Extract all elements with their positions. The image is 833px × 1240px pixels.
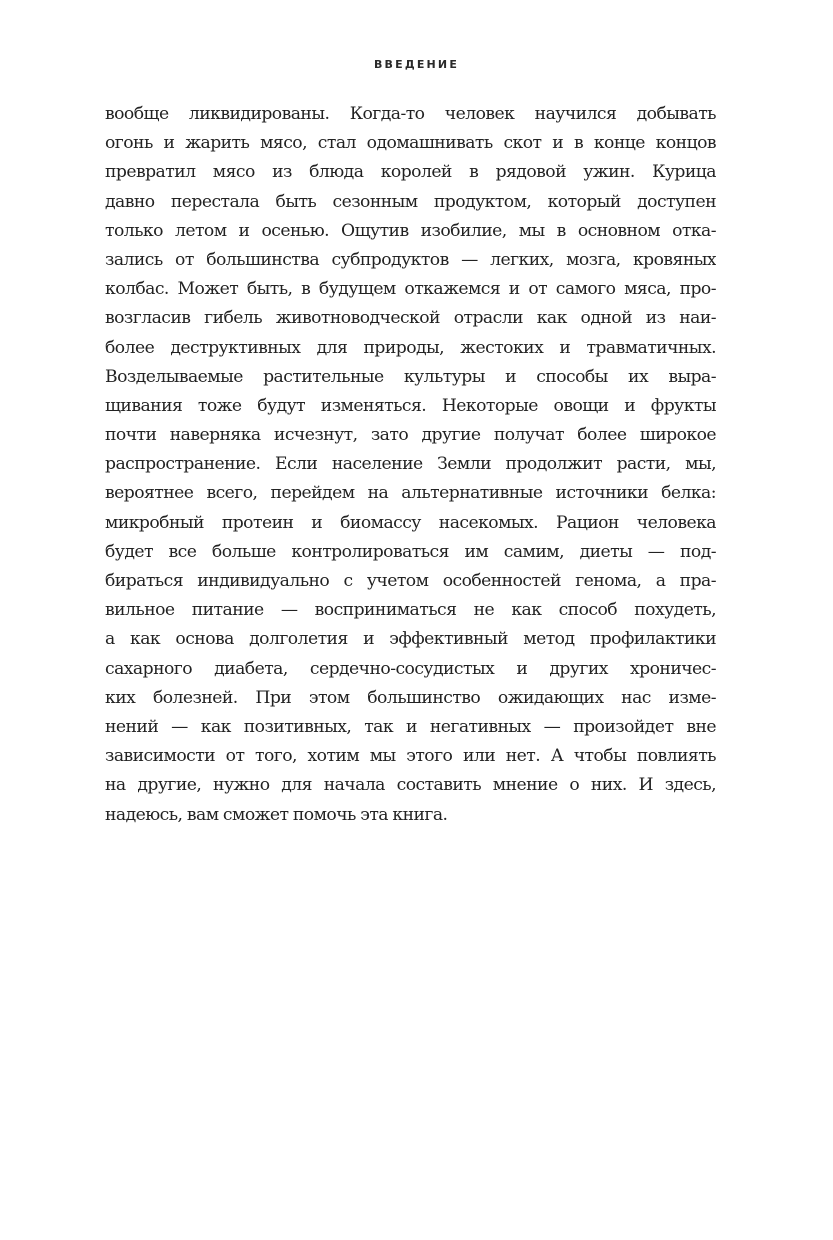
text-line: бираться индивидуально с учетом особенностей генома, а пра- [105, 571, 716, 591]
text-line: вообще ликвидированы. Когда-то человек научился добывать [105, 104, 716, 124]
text-line: распространение. Если население Земли продолжит расти, мы, [105, 454, 716, 475]
text-line: зались от большинства субпродуктов — легких, мозга, кровяных [105, 249, 716, 270]
running-head: ВВЕДЕНИЕ [373, 58, 460, 71]
text-line: щивания тоже будут изменяться. Некоторые овощи и фрукты [105, 395, 716, 416]
text-line: только летом и осенью. Ощутив изобилие, мы в основном отка- [105, 220, 716, 241]
text-line: надеюсь, вам сможет помочь эта книга. [105, 804, 448, 825]
text-line: нений — как позитивных, так и негативных — произойдет вне [105, 716, 716, 737]
text-line: на другие, нужно для начала составить мнение о них. И здесь, [105, 775, 716, 796]
text-line: вильное питание — восприниматься не как способ похудеть, [105, 600, 716, 621]
text-line: а как основа долголетия и эффективный метод профилактики [105, 629, 716, 650]
text-line: сахарного диабета, сердечно-сосудистых и других хроничес- [105, 658, 716, 679]
text-line: превратил мясо из блюда королей в рядовой ужин. Курица [105, 162, 716, 183]
text-line: давно перестала быть сезонным продуктом, который доступен [105, 191, 716, 212]
text-line: почти наверняка исчезнут, зато другие получат более широкое [105, 425, 716, 446]
text-line: вероятнее всего, перейдем на альтернативные источники белка: [105, 483, 716, 504]
text-line: Возделываемые растительные культуры и способы их выра- [105, 366, 716, 387]
text-line: возгласив гибель животноводческой отрасли как одной из наи- [105, 308, 716, 329]
body-paragraph [105, 100, 716, 830]
text-line: будет все больше контролироваться им самим, диеты — под- [105, 541, 716, 562]
text-line: микробный протеин и биомассу насекомых. Рацион человека [105, 512, 716, 533]
text-line: более деструктивных для природы, жестоких и травматичных. [105, 337, 716, 358]
text-line: ких болезней. При этом большинство ожидающих нас изме- [105, 687, 716, 708]
text-line: колбас. Может быть, в будущем откажемся и от самого мяса, про- [105, 279, 716, 300]
text-line: огонь и жарить мясо, стал одомашнивать скот и в конце концов [105, 133, 716, 154]
text-line: зависимости от того, хотим мы этого или нет. А чтобы повлиять [105, 746, 716, 767]
